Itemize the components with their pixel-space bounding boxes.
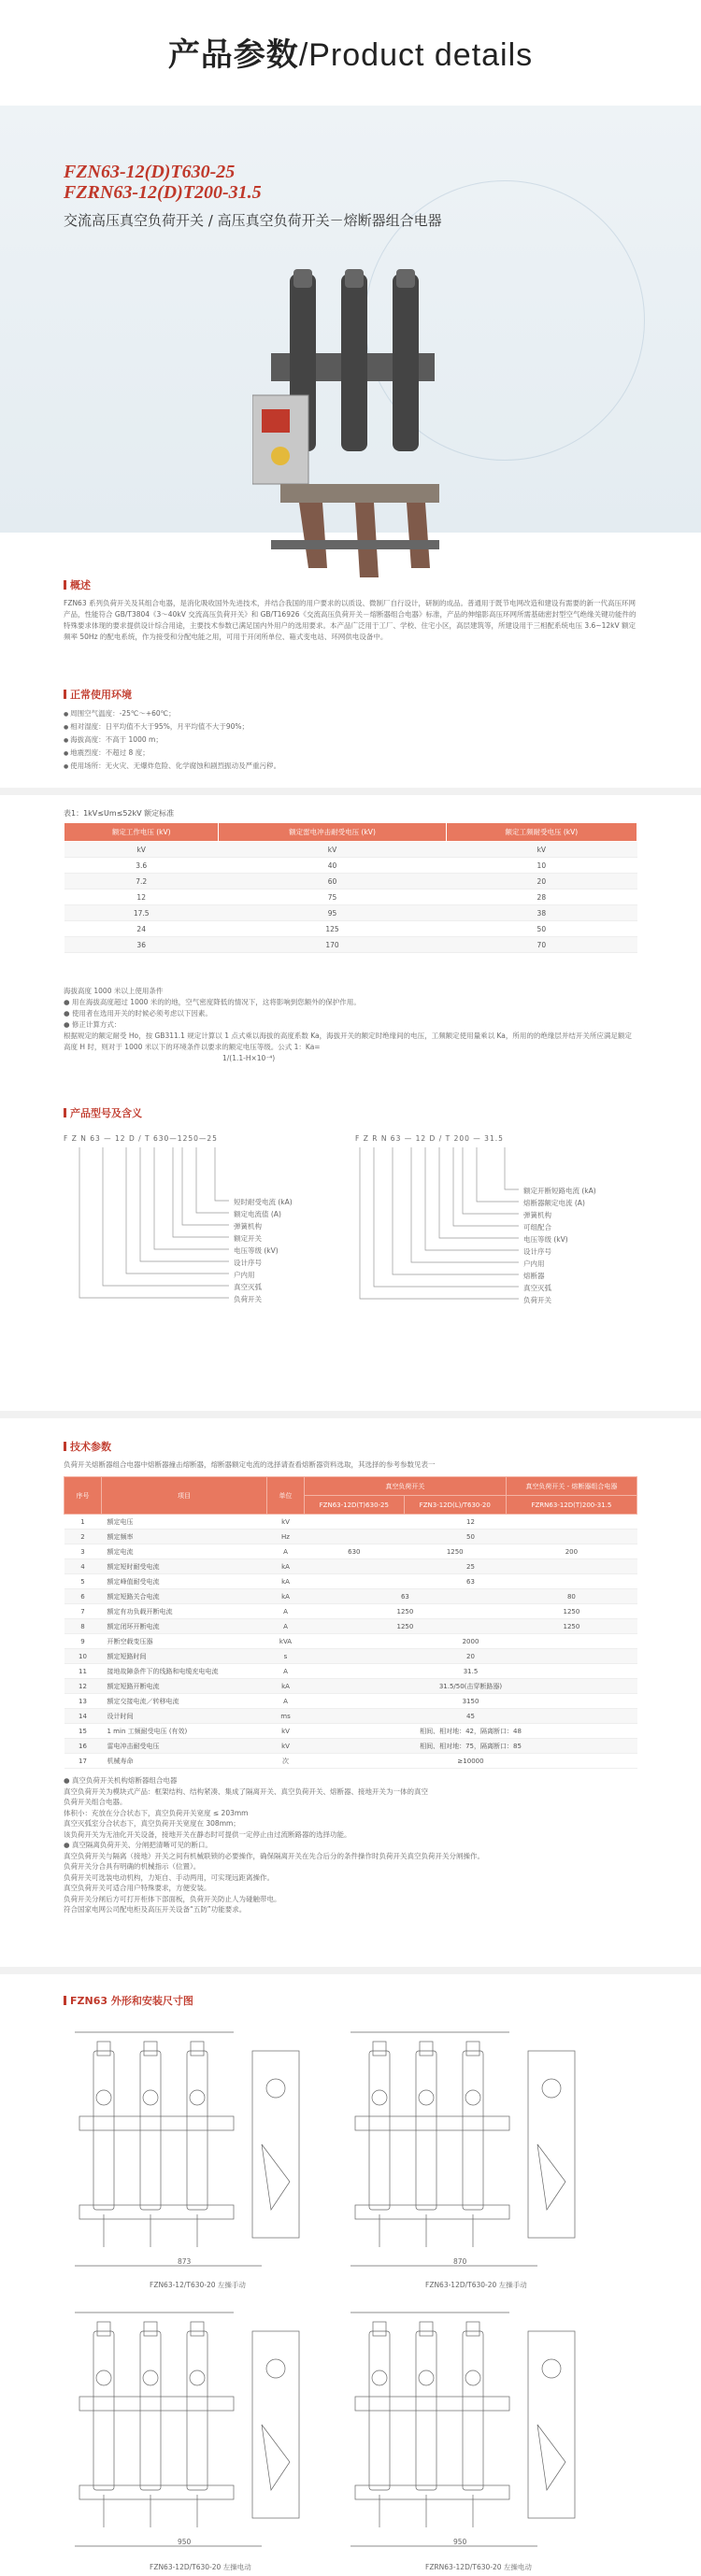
model-meaning-section <box>0 1105 701 1395</box>
env-item: ● 相对湿度：日平均值不大于95%，月平均值不大于90%； <box>64 720 637 733</box>
divider <box>0 1411 701 1418</box>
vac-line: 真空负荷开关与隔离（接地）开关之间有机械联锁的必要操作，确保隔离开关在先合后分的条件操作时负荷开关真空负荷开关分闸操作。 <box>64 1851 484 1860</box>
env-title: 正常使用环境 <box>64 687 637 702</box>
page-header <box>0 0 701 103</box>
vac-line: 负荷开关可选装电动机构，力矩自、手动两用，可实现远距离操作。 <box>64 1872 274 1882</box>
table-row: 6 额定短路关合电流 kA 63 80 <box>64 1589 637 1604</box>
hero-models: FZN63-12(D)T630-25 FZRN63-12(D)T200-31.5 <box>64 162 262 203</box>
table-row: 7.2 60 20 <box>64 874 637 890</box>
tech-title: 技术参数 <box>64 1439 637 1454</box>
dimensions-section: FZN63 外形和安装尺寸图 FZN63-12/T630-20 左操手动 FZN63-12D/T630-20 左操手动 FZN63-12D/T630-20 左操电动 FZRN63-12D/T630-20 左操电动 873 870 950 950 <box>0 1976 701 2574</box>
models-title: 产品型号及含义 <box>64 1105 637 1120</box>
formula: 1/(1.1-H×10⁻⁴) <box>222 1054 276 1062</box>
table-row: 4 额定短时耐受电流 kA 25 <box>64 1559 637 1574</box>
divider <box>0 788 701 795</box>
env-item: ● 海拔高度：不高于 1000 m； <box>64 733 637 747</box>
dims-title: FZN63 外形和安装尺寸图 <box>64 1993 637 2008</box>
table-row: 8 额定闭环开断电流 A 1250 1250 <box>64 1619 637 1634</box>
insulation-table: 额定工作电压 (kV) 额定雷电冲击耐受电压 (kV) 额定工频耐受电压 (kV) kV kV kV 3.6 40 10 7.2 60 20 12 75 28 17.5 95 38 24 125 50 36 170 70 <box>64 822 637 953</box>
table-row: 16 雷电冲击耐受电压 kV 相间、相对地：75，隔离断口：85 <box>64 1739 637 1754</box>
table-row: 36 170 70 <box>64 937 637 953</box>
env-item: ● 使用场所：无火灾、无爆炸危险、化学腐蚀和剧烈振动及严重污秽。 <box>64 760 637 773</box>
right-labels: 额定开断短路电流 (kA) 熔断器额定电流 (A) 弹簧机构 可组配合 电压等级 (kV) 设计序号 户内用 熔断器 真空灭弧 负荷开关 <box>523 1187 596 1304</box>
table-row: 11 接地故障条件下的线路和电缆充电电流 A 31.5 <box>64 1664 637 1679</box>
overview-text: FZN63 系列负荷开关及其组合电器，是消化吸收国外先进技术，并结合我国的用户要求的以质设、微制厂自行设计，研制的成品。普通用于既节电网改造和建设有需要的新一代高压环网产品，性能符合 GB/T3804《3～40kV 交流高压负荷开关》和 GB/T16926《交流高压负荷开关－熔断器组合电器》标准，产品的伸缩影高压环网所需基础密封型空气绝缘关键功能件的特殊要求体现的要求提供设计综合用途，主要技术参数已满足国内外用户的选用要求。本产品广泛用于工厂、学校、住宅小区，高层建筑等，所建设用于三相配系统电压 3.6~12kV 额定频率 50Hz 的配电系统，作为接受和分配电能之用，可用于开闭所单位、箱式变电站、环网供电设备中。 <box>64 599 637 641</box>
vac-line: 真空灭弧室分合状态下，真空负荷开关宽度在 308mm； <box>64 1819 240 1828</box>
vac-title: ● 真空负荷开关机构熔断器组合电器 <box>64 1776 178 1785</box>
page-title: 产品参数/Product details <box>167 36 534 74</box>
table-row: 7 额定有功负载开断电流 A 1250 1250 <box>64 1604 637 1619</box>
env-item: ● 地震烈度：不超过 8 度； <box>64 747 637 760</box>
tech-intro: 负荷开关熔断器组合电器中熔断器撞击熔断器，熔断器额定电流的选择请查看熔断器资料选取，其选择的参考参数见表一 <box>64 1460 436 1469</box>
drawing-caption: FZRN63-12D/T630-20 左操电动 <box>425 2563 532 2571</box>
left-model-code: F Z N 63 — 12 D / T 630—1250—25 <box>64 1134 218 1143</box>
vac-line: 真空负荷开关可适合用户特殊要求，方便安装。 <box>64 1884 211 1892</box>
drawing-caption: FZN63-12/T630-20 左操手动 <box>150 2281 246 2289</box>
vac-line: 负荷开关分合具有明确的机械指示（位置）。 <box>64 1862 201 1871</box>
tech-table: 序号 项目 单位 真空负荷开关 真空负荷开关 - 熔断器组合电器 FZN63-12D(T)630-25 FZN3-12D(L)/T630-20 FZRN63-12D(T)200-31.5 1 额定电压 kV 12 2 额定频率 Hz 50 3 额定电流 A 630 1250 200 4 额定短时耐受电流 kA 25 5 额定峰值耐受电流 kA 63 6 额定短路关合电流 kA 63 80 7 额定有功负载开断电流 A 1250 1250 8 额定闭环开断电流 A 1250 1250 9 开断空载变压器 kVA 2000 10 额定短路时间 s 20 11 接地故障条件下的线路和电缆充电电流 A 31.5 12 额定短路开断电流 kA 31.5/50(击穿断路器) 13 额定交接电流／转移电流 A 3150 14 设计时间 ms 45 15 1 min 工频耐受电压 (有效) kV 相间、相对地：42，隔离断口：48 16 雷电冲击耐受电压 kV 相间、相对地：75，隔离断口：85 17 机械寿命 次 ≥10000 <box>64 1476 637 1769</box>
table-row: 24 125 50 <box>64 921 637 937</box>
vac-line: 体积小：充放在分合状态下，真空负荷开关宽度 ≤ 203mm <box>64 1808 249 1817</box>
table-row: 3.6 40 10 <box>64 858 637 874</box>
hero-subtitle: 交流高压真空负荷开关 / 高压真空负荷开关－熔断器组合电器 <box>64 212 442 229</box>
product-image <box>252 260 453 591</box>
dimension-drawings <box>0 1976 701 2574</box>
table1-section <box>0 808 701 953</box>
vacuum-section <box>0 1775 701 1915</box>
left-labels: 短时耐受电流 (kA) 额定电流值 (A) 弹簧机构 额定开关 电压等级 (kV) 设计序号 户内用 真空灭弧 负荷开关 <box>234 1198 293 1303</box>
table-row: 3 额定电流 A 630 1250 200 <box>64 1544 637 1559</box>
table-row: 5 额定峰值耐受电流 kA 63 <box>64 1574 637 1589</box>
table1-caption: 表1：1kV≤Um≤52kV 额定标准 <box>64 809 175 818</box>
env-item: ● 周围空气温度：-25℃～+60℃； <box>64 707 637 720</box>
hero-banner <box>0 106 701 533</box>
right-model-code: F Z R N 63 — 12 D / T 200 — 31.5 <box>355 1134 504 1143</box>
tech-section <box>0 1439 701 1769</box>
table-row: 9 开断空载变压器 kVA 2000 <box>64 1634 637 1649</box>
vac-line: ● 真空隔离负荷开关、分闸把清晰可见的断口。 <box>64 1841 212 1849</box>
table-row: 13 额定交接电流／转移电流 A 3150 <box>64 1694 637 1709</box>
vac-line: 负荷开关分闸后方可打开柜体下部面板，负荷开关防止人为碰触带电。 <box>64 1894 281 1903</box>
divider <box>0 1967 701 1974</box>
vac-line: 负荷开关组合电器。 <box>64 1798 127 1806</box>
table-row: 17.5 95 38 <box>64 905 637 921</box>
table-row: 2 额定频率 Hz 50 <box>64 1530 637 1544</box>
vac-line: 符合国家电网公司配电柜及高压开关设备“五防”功能要求。 <box>64 1905 247 1914</box>
vac-line: 真空负荷开关为模块式产品：框架结构、结构紧凑、集成了隔离开关、真空负荷开关、熔断器、接地开关为一体的真空 <box>64 1786 428 1796</box>
altitude-notes: 海拔高度 1000 米以上使用条件 ● 用在海拔高度超过 1000 米的的地，空气密度降低的情况下，这将影响到您额外的保护作用。 ● 使用者在选用开关的时候必须考虑以下因素。 ● 修正计算方式： 根据规定的额定耐受 Ho，按 GB311.1 规定计算以 1 点式乘以海拔的高度系数 Ka，海拔开关的额定时绝缘间的电压，工频额定使用量乘以 Ka，所用的的绝缘层并结开关所应满足额定高度 H 时，则对于 1000 米以下的环境条件以要求的额定电压等级。公式 1：Ka= 1/(1.1-H×10⁻⁴) <box>0 986 701 1064</box>
drawing-caption: FZN63-12D/T630-20 左操电动 <box>150 2563 251 2571</box>
table-row: 17 机械寿命 次 ≥10000 <box>64 1754 637 1769</box>
table-row: 14 设计时间 ms 45 <box>64 1709 637 1724</box>
table-row: 12 额定短路开断电流 kA 31.5/50(击穿断路器) <box>64 1679 637 1694</box>
drawing-caption: FZN63-12D/T630-20 左操手动 <box>425 2281 527 2289</box>
table-row: 12 75 28 <box>64 890 637 905</box>
overview-title: 概述 <box>64 577 637 592</box>
environment-section <box>0 687 701 773</box>
table-row: 10 额定短路时间 s 20 <box>64 1649 637 1664</box>
table-row: 15 1 min 工频耐受电压 (有效) kV 相间、相对地：42，隔离断口：48 <box>64 1724 637 1739</box>
table-row: 1 额定电压 kV 12 <box>64 1515 637 1530</box>
vac-line: 该负荷开关为无油化开关设备，接地开关在静态时可提供一定停止由过流断路器的选择功能。 <box>64 1829 351 1839</box>
